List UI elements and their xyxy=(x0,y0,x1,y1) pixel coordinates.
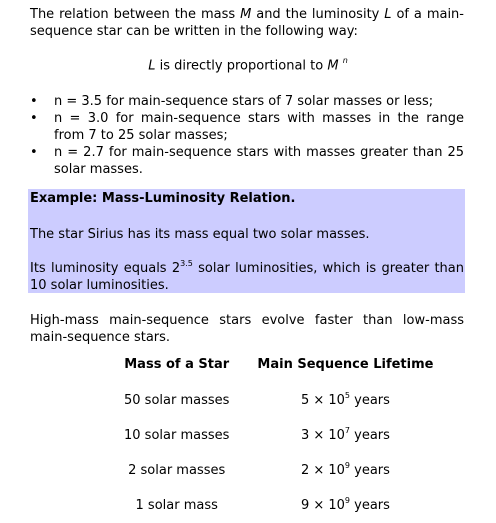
lifetime-cell xyxy=(243,383,447,418)
lifetime-table xyxy=(110,357,447,523)
lifetime-unit: years xyxy=(350,463,390,478)
lifetime-base: 5 × 10 xyxy=(300,393,345,408)
lifetime-exponent: 7 xyxy=(344,425,351,435)
mass-cell: 10 solar masses xyxy=(124,428,230,443)
lifetime-cell xyxy=(243,488,447,523)
formula-luminosity: L xyxy=(148,58,156,74)
proportionality-formula xyxy=(0,57,496,73)
intro-paragraph xyxy=(30,6,464,40)
list-item xyxy=(30,144,464,178)
header-mass: Mass of a Star xyxy=(124,357,230,372)
lifetime-unit: years xyxy=(350,498,390,513)
lifetime-unit: years xyxy=(350,393,390,408)
lifetime-base: 9 × 10 xyxy=(300,498,345,513)
intro-text-3: of a main-sequence star can be written in the following way: xyxy=(30,7,464,39)
bullet-text: n = 3.0 for main-sequence stars with masses in the range from 7 to 25 solar masses; xyxy=(54,111,464,143)
example-line-sirius-mass: The star Sirius has its mass equal two solar masses. xyxy=(30,227,370,242)
table-row xyxy=(110,488,447,523)
mass-cell: 50 solar masses xyxy=(124,393,230,408)
formula-exponent: n xyxy=(342,56,348,65)
lifetime-unit: years xyxy=(350,428,390,443)
list-item xyxy=(30,93,464,110)
mass-symbol: M xyxy=(240,7,252,22)
formula-mass: M xyxy=(327,58,339,74)
mass-cell: 1 solar mass xyxy=(135,498,218,513)
lifetime-exponent: 5 xyxy=(344,390,351,400)
lifetime-cell xyxy=(243,418,447,453)
lifetime-base: 2 × 10 xyxy=(300,463,345,478)
header-lifetime: Main Sequence Lifetime xyxy=(257,357,434,372)
lifetime-cell xyxy=(243,453,447,488)
lifetime-exponent: 9 xyxy=(344,460,351,470)
table-header-row xyxy=(110,357,447,383)
luminosity-text-2: solar luminosities, which is greater than 10 solar luminosities. xyxy=(30,261,464,293)
intro-text-2: and the luminosity xyxy=(251,7,385,22)
high-mass-paragraph: High-mass main-sequence stars evolve faster than low-mass main-sequence stars. xyxy=(30,313,464,345)
list-item xyxy=(30,110,464,144)
bullet-text: n = 2.7 for main-sequence stars with masses greater than 25 solar masses. xyxy=(54,145,464,177)
mass-cell: 2 solar masses xyxy=(128,463,226,478)
bullet-text: n = 3.5 for main-sequence stars of 7 solar masses or less; xyxy=(54,94,434,109)
luminosity-text-1: Its luminosity equals 2 xyxy=(30,261,181,276)
exponent-list xyxy=(30,93,464,178)
example-line-sirius-luminosity xyxy=(30,260,464,294)
formula-text: is directly proportional to xyxy=(155,58,328,74)
table-row xyxy=(110,453,447,488)
luminosity-symbol: L xyxy=(384,7,392,22)
bullet-icon: • xyxy=(30,145,38,160)
example-title: Example: Mass-Luminosity Relation. xyxy=(30,191,296,206)
lifetime-base: 3 × 10 xyxy=(300,428,345,443)
lifetime-exponent: 9 xyxy=(344,495,351,505)
intro-text-1: The relation between the mass xyxy=(30,7,241,22)
luminosity-exponent: 3.5 xyxy=(180,258,193,268)
bullet-icon: • xyxy=(30,94,38,109)
bullet-icon: • xyxy=(30,111,38,126)
table-row xyxy=(110,383,447,418)
table-row xyxy=(110,418,447,453)
